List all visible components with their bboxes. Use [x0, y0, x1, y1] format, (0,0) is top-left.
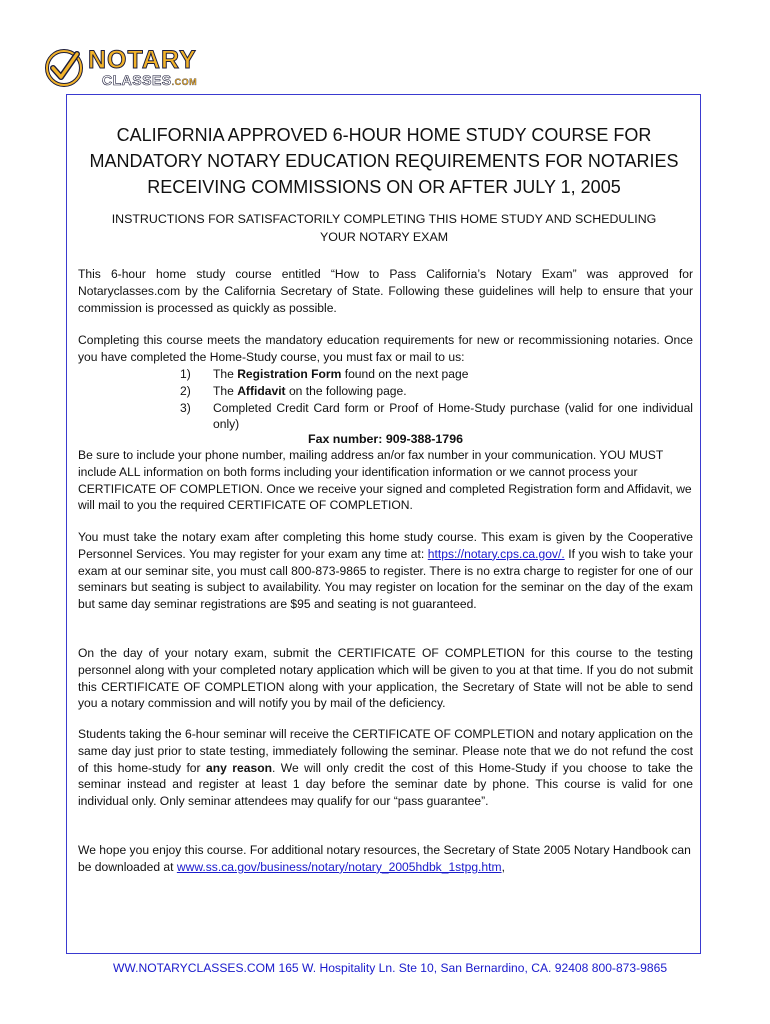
closing-paragraph: We hope you enjoy this course. For additional notary resources, the Secretary of State 2005 Notary Handbook can be downloaded at www.ss.ca.gov/business/notary/notary_2005hdbk_1stpg.htm, [78, 843, 691, 874]
handbook-link[interactable]: www.ss.ca.gov/business/notary/notary_2005hdbk_1stpg.htm [176, 859, 502, 874]
document-title: CALIFORNIA APPROVED 6-HOUR HOME STUDY COURSE FOR MANDATORY NOTARY EDUCATION REQUIREMENTS FOR NOTARIES RECEIVING COMMISSIONS ON OR AFTER JULY 1, 2005 [89, 125, 679, 197]
notaryclasses-logo [44, 44, 214, 94]
fax-number: Fax number: 909-388-1796 [308, 432, 463, 446]
seminar-paragraph: Students taking the 6-hour seminar will receive the CERTIFICATE OF COMPLETION and notary application on the same day just prior to state testing, immediately following the seminar. Please note that we do not refund the cost of this home-study for any reason. We will only credit the cost of this Home-Study if you choose to take the seminar instead and register at least 1 day before the seminar date by phone. This course is valid for one individual only. Only seminar attendees may qualify for our “pass guarantee”. [78, 727, 693, 809]
list-item: 2) The Affidavit on the following page. [180, 383, 407, 398]
cps-registration-link[interactable]: https://notary.cps.ca.gov/. [427, 546, 565, 561]
requirements-paragraph: Completing this course meets the mandatory education requirements for new or recommissioning notaries. Once you have completed the Home-Study course, you must fax or mail to us: [78, 333, 693, 364]
list-item: 1) The Registration Form found on the next page [180, 367, 469, 381]
logo-word-classes: CLASSES.COM [102, 72, 198, 88]
intro-paragraph: This 6-hour home study course entitled “How to Pass California’s Notary Exam” was approved for Notaryclasses.com by the California Secretary of State. Following these guidelines will help to ensure that your commission is processed as quickly as possible. [78, 267, 693, 315]
submission-list [78, 366, 693, 433]
include-info-paragraph: Be sure to include your phone number, mailing address an/or fax number in your communication. YOU MUST include ALL information on both forms including your identification information or we cannot process your CERTIFICATE OF COMPLETION. Once we receive your signed and completed Registration form and Affidavit, we will mail to you the required CERTIFICATE OF COMPLETION. [78, 448, 692, 513]
footer-contact: WW.NOTARYCLASSES.COM 165 W. Hospitality Ln. Ste 10, San Bernardino, CA. 92408 800-873-9865 [112, 961, 668, 975]
exam-paragraph: You must take the notary exam after completing this home study course. This exam is given by the Cooperative Personnel Services. You may register for your exam any time at: https://notary.cps.ca.gov/. If you wish to take your exam at our seminar site, you must call 800-873-9865 to register. There is no extra charge to register for one of our seminars but seating is subject to availability. You may register on location for the seminar on the day of the exam but same day seminar registrations are $95 and seating is not guaranteed. [78, 530, 693, 612]
list-item: 3) Completed Credit Card form or Proof of Home-Study purchase (valid for one individual only) [180, 400, 693, 432]
document-subtitle: INSTRUCTIONS FOR SATISFACTORILY COMPLETING THIS HOME STUDY AND SCHEDULING YOUR NOTARY EXAM [111, 212, 657, 244]
logo-word-notary: NOTARY [88, 46, 197, 74]
exam-day-paragraph: On the day of your notary exam, submit the CERTIFICATE OF COMPLETION for this course to the testing personnel along with your completed notary application which will be given to you at that time. If you do not submit this CERTIFICATE OF COMPLETION along with your application, the Secretary of State will not be able to send you a notary commission and will notify you by mail of the deficiency. [78, 646, 693, 711]
checkmark-icon [44, 48, 84, 88]
